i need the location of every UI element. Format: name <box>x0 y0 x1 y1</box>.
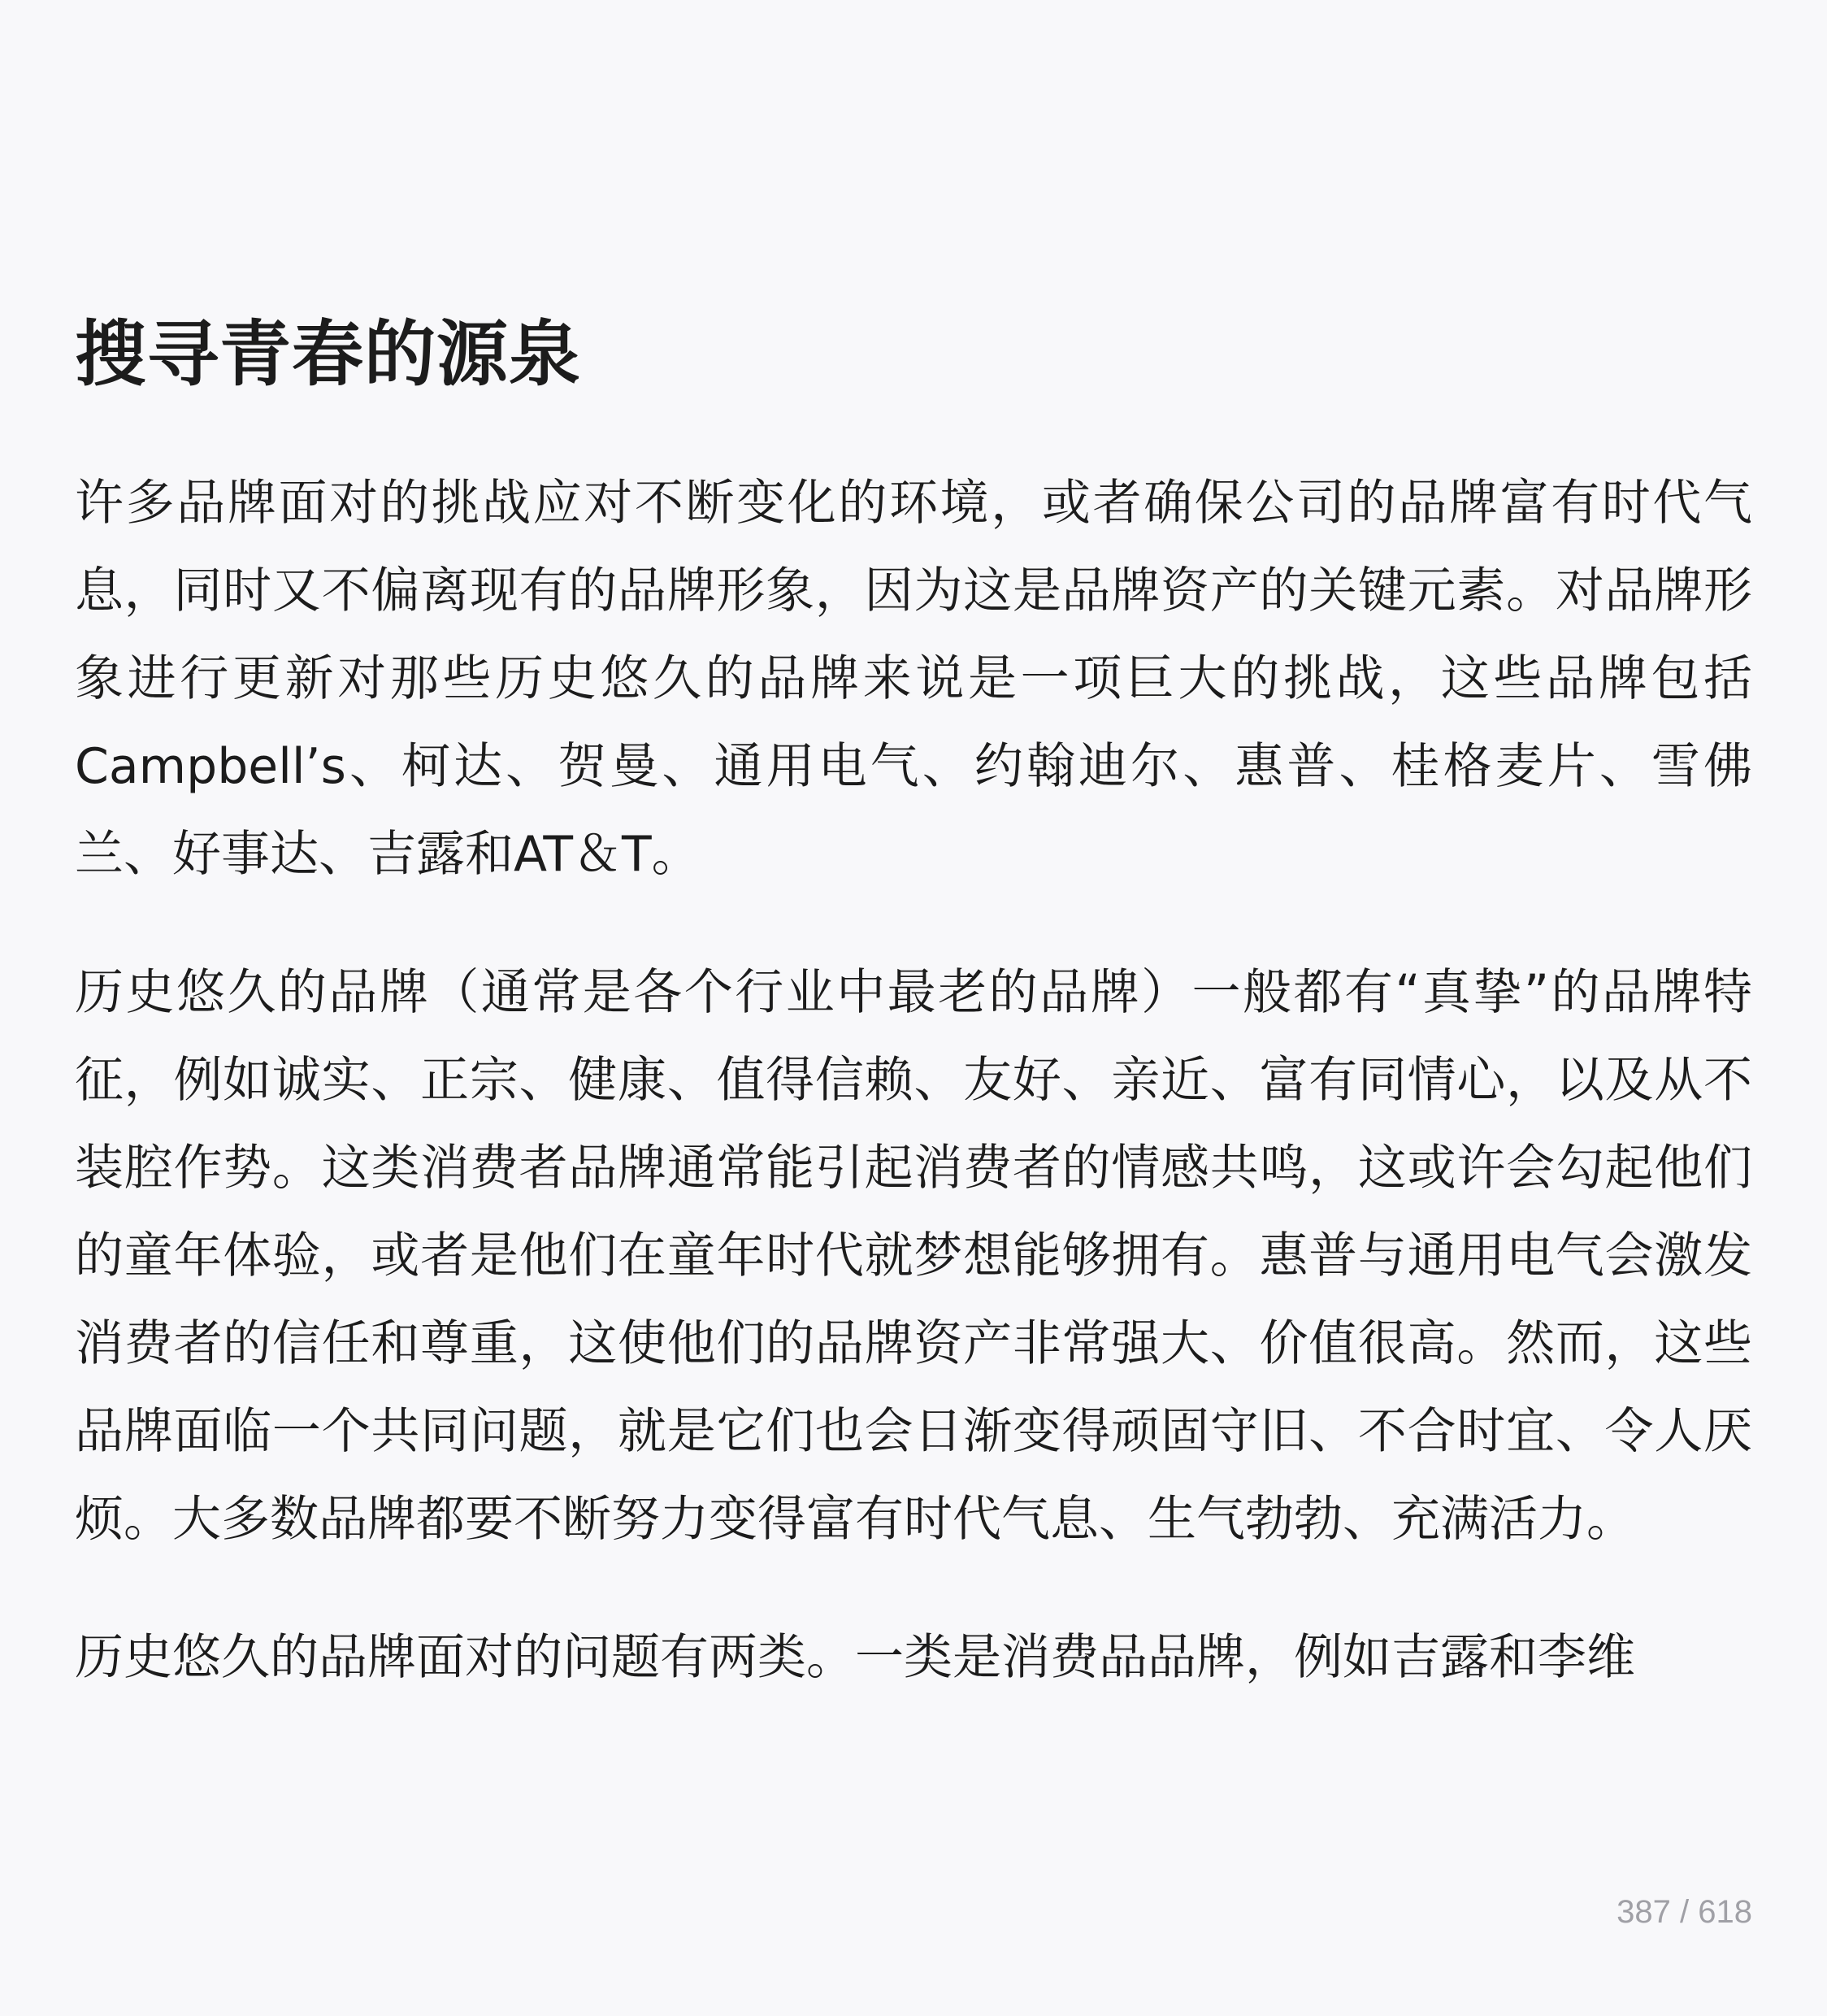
page-number: 387 / 618 <box>1617 1894 1752 1930</box>
paragraph-3: 历史悠久的品牌面对的问题有两类。一类是消费品品牌，例如吉露和李维 <box>75 1629 1635 1686</box>
section-heading: 搜寻青春的源泉 <box>75 311 582 396</box>
page-content <box>75 305 1752 1752</box>
paragraph-2: 历史悠久的品牌（通常是各个行业中最老的品牌）一般都有“真挚”的品牌特征，例如诚实、正宗、健康、值得信赖、友好、亲近、富有同情心，以及从不装腔作势。这类消费者品牌通常能引起消费者的情感共鸣，这或许会勾起他们的童年体验，或者是他们在童年时代就梦想能够拥有。惠普与通用电气会激发消费者的信任和尊重，这使他们的品牌资产非常强大、价值很高。然而，这些品牌面临一个共同问题，就是它们也会日渐变得顽固守旧、不合时宜、令人厌烦。大多数品牌都要不断努力变得富有时代气息、生气勃勃、充满活力。 <box>75 964 1752 1548</box>
paragraph-1: 许多品牌面对的挑战应对不断变化的环境，或者确保公司的品牌富有时代气息，同时又不偏离现有的品牌形象，因为这是品牌资产的关键元素。对品牌形象进行更新对那些历史悠久的品牌来说是一项巨大的挑战，这些品牌包括Campbell’s、柯达、贺曼、通用电气、约翰迪尔、惠普、桂格麦片、雪佛兰、好事达、吉露和AT＆T。 <box>75 475 1752 883</box>
